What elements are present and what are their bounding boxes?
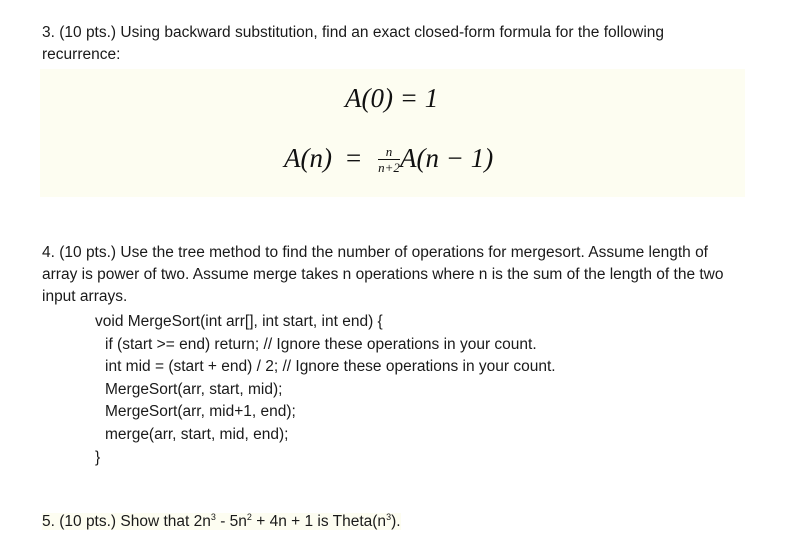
question-5-text <box>42 511 742 533</box>
code-line: if (start >= end) return; // Ignore these operations in your count. <box>105 335 537 353</box>
recurrence-lhs: A(n) <box>284 143 332 173</box>
q5-term: - 5n <box>215 513 247 530</box>
recurrence-equals: = <box>346 143 362 173</box>
code-line: merge(arr, start, mid, end); <box>105 425 289 443</box>
recurrence-box <box>40 69 745 197</box>
base-case-equation: A(0) = 1 <box>345 83 439 113</box>
code-line: MergeSort(arr, start, mid); <box>105 380 283 398</box>
code-line: MergeSort(arr, mid+1, end); <box>105 403 296 421</box>
fraction-denominator: n+2 <box>378 160 400 175</box>
question-3-text <box>42 22 742 66</box>
q5-suffix: ). <box>391 513 401 530</box>
question-3-statement: 3. (10 pts.) Using backward substitution, find an exact closed-form formula for the following recurrence: <box>42 24 665 63</box>
question-4-text <box>42 242 742 308</box>
mergesort-code-block <box>95 311 556 469</box>
question-5-statement <box>42 513 401 530</box>
question-4-statement: 4. (10 pts.) Use the tree method to find the number of operations for mergesort. Assume length of array is power of two. Assume merge takes n operations where n is the sum of the length of the two input arrays. <box>42 244 724 305</box>
recurrence-fraction <box>378 145 400 174</box>
q5-term: + 4n + 1 is Theta(n <box>251 513 387 530</box>
code-line: void MergeSort(int arr[], int start, int end) { <box>95 313 383 330</box>
fraction-numerator: n <box>378 145 400 160</box>
q5-prefix: 5. (10 pts.) Show that 2n <box>42 513 211 530</box>
q5-exponent: 3 <box>210 512 216 522</box>
recurrence-rhs: A(n − 1) <box>400 143 494 173</box>
q5-exponent: 3 <box>386 512 392 522</box>
code-line: } <box>95 448 101 466</box>
q5-exponent: 2 <box>246 512 252 522</box>
code-line: int mid = (start + end) / 2; // Ignore these operations in your count. <box>105 358 556 376</box>
